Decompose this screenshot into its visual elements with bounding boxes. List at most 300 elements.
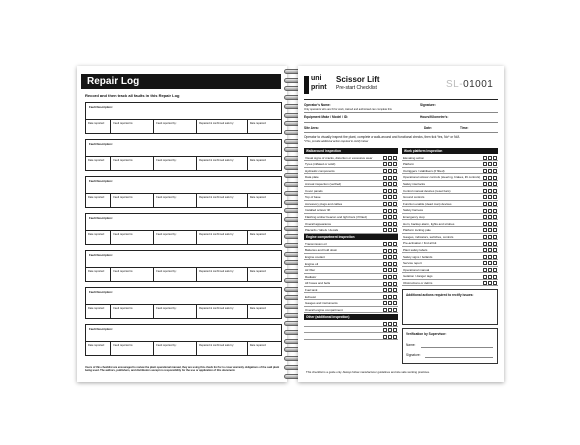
tick-box[interactable] — [488, 255, 492, 259]
tick-box[interactable] — [383, 301, 387, 305]
checklist-item-label: Gauges, indicators, switches, controls — [403, 234, 454, 239]
tick-box[interactable] — [483, 275, 487, 279]
checklist-item[interactable] — [304, 320, 398, 327]
tick-box[interactable] — [393, 169, 397, 173]
checklist-item[interactable] — [402, 207, 498, 214]
tick-box[interactable] — [393, 228, 397, 232]
tick-box[interactable] — [388, 195, 392, 199]
checklist-item[interactable] — [402, 247, 498, 254]
checklist-item[interactable] — [304, 334, 398, 341]
checklist-item-label: Function enable (dead man) devices — [403, 201, 452, 206]
tick-box[interactable] — [483, 162, 487, 166]
tick-box[interactable] — [383, 288, 387, 292]
tick-box[interactable] — [393, 215, 397, 219]
checklist-item[interactable] — [304, 267, 398, 274]
checklist-subtitle: Pre-start Checklist — [336, 85, 377, 91]
tick-box[interactable] — [493, 242, 497, 246]
tick-box[interactable] — [393, 295, 397, 299]
tick-box[interactable] — [483, 261, 487, 265]
tick-box[interactable] — [488, 281, 492, 285]
site-area-label: Site Area: — [304, 126, 319, 130]
tick-box[interactable] — [483, 222, 487, 226]
tick-box[interactable] — [493, 156, 497, 160]
tick-box[interactable] — [393, 262, 397, 266]
repair-field-label: Date repaired: — [249, 122, 267, 125]
checklist-item[interactable] — [402, 155, 498, 162]
tick-box[interactable] — [393, 268, 397, 272]
checklist-item[interactable] — [304, 300, 398, 307]
tick-box[interactable] — [488, 176, 492, 180]
tick-box[interactable] — [393, 182, 397, 186]
repair-field-label: Fault reported to: — [111, 231, 154, 244]
checklist-item-label: Platform — [403, 162, 415, 167]
checklist-item-label: Radiator — [305, 274, 317, 279]
tick-box[interactable] — [493, 202, 497, 206]
checklist-item[interactable] — [402, 214, 498, 221]
tick-box[interactable] — [488, 242, 492, 246]
repair-field-label: Fault reported to: — [111, 194, 154, 207]
uniprint-logo: uni print — [304, 74, 328, 96]
checklist-item-label: Control manual devices (reset bars) — [403, 188, 451, 193]
tick-box[interactable] — [493, 268, 497, 272]
repair-log-page — [77, 66, 287, 382]
checklist-item-label: Outriggers / stabilisers (if fitted) — [403, 168, 445, 173]
tick-box[interactable] — [483, 209, 487, 213]
tick-box[interactable] — [383, 176, 387, 180]
tick-box[interactable] — [488, 228, 492, 232]
tick-box[interactable] — [488, 182, 492, 186]
equipment-label: Equipment Make / Model / ID: — [304, 115, 349, 119]
checklist-item-label: Obstructions or debris — [403, 280, 433, 285]
fault-description-label: Fault Description: — [89, 253, 113, 257]
tick-box[interactable] — [483, 268, 487, 272]
checklist-item[interactable] — [304, 274, 398, 281]
repair-field-label: Fault reported by: — [154, 268, 197, 281]
checklist-item-label: Flashing amber beacon and light bars (if fitted) — [305, 214, 367, 219]
checklist-item-label: Hydraulic components — [305, 168, 335, 173]
checklist-item-label: Placards / labels / decals — [305, 228, 339, 233]
section-header: Other (additional inspection) — [304, 314, 398, 320]
checklist-item-label: Exhaust — [305, 294, 316, 299]
repair-field-label: Date reported: — [86, 342, 111, 355]
tick-box[interactable] — [488, 195, 492, 199]
checklist-item-label: Horn, backup alarm, lights and strobes — [403, 221, 455, 226]
repair-field-label: Repaired & confirmed safe by: — [197, 268, 248, 281]
tick-box[interactable] — [493, 209, 497, 213]
tick-box[interactable] — [383, 242, 387, 246]
repair-field-label: Date reported: — [86, 231, 111, 244]
checklist-item[interactable] — [304, 201, 398, 208]
tick-box[interactable] — [388, 275, 392, 279]
tick-box[interactable] — [388, 156, 392, 160]
additional-actions-box[interactable]: Additional actions required to rectify issues: — [402, 289, 498, 325]
repair-field-label: Repaired & confirmed safe by: — [197, 342, 248, 355]
tick-box[interactable] — [383, 262, 387, 266]
tick-box[interactable] — [388, 288, 392, 292]
tick-box[interactable] — [493, 162, 497, 166]
tick-box[interactable] — [383, 268, 387, 272]
tick-box[interactable] — [393, 255, 397, 259]
repair-field-label: Fault reported to: — [111, 342, 154, 355]
checklist-item-label: Engine coolant — [305, 254, 325, 259]
checklist-item-label: Pre-activation / find all kit — [403, 241, 437, 246]
tick-box[interactable] — [383, 209, 387, 213]
tick-box[interactable] — [388, 202, 392, 206]
checklist-item-label: Emergency stop — [403, 214, 425, 219]
checklist-item[interactable] — [402, 267, 498, 274]
repair-entry[interactable] — [85, 139, 282, 171]
checklist-item-label: Data plate — [305, 175, 319, 180]
tick-box[interactable] — [483, 215, 487, 219]
tick-box[interactable] — [388, 189, 392, 193]
tick-box[interactable] — [483, 228, 487, 232]
checklist-item-label: Safety interlocks — [403, 181, 426, 186]
tick-box[interactable] — [483, 195, 487, 199]
tick-box[interactable] — [483, 189, 487, 193]
repair-field-label: Date reported: — [86, 120, 111, 133]
repair-field-label: Fault reported by: — [154, 231, 197, 244]
checklist-item-label: Annual inspection (verified) — [305, 181, 342, 186]
checklist-item[interactable] — [402, 168, 498, 175]
tick-box[interactable] — [488, 275, 492, 279]
tick-box[interactable] — [393, 195, 397, 199]
tick-box[interactable] — [388, 301, 392, 305]
tick-box[interactable] — [393, 301, 397, 305]
tick-box[interactable] — [493, 195, 497, 199]
tick-box[interactable] — [493, 189, 497, 193]
fault-description-label: Fault Description: — [89, 179, 113, 183]
checklist-item[interactable] — [402, 254, 498, 261]
tick-box[interactable] — [388, 228, 392, 232]
tick-box[interactable] — [493, 176, 497, 180]
tick-box[interactable] — [388, 182, 392, 186]
repair-field-label: Repaired & confirmed safe by: — [197, 231, 248, 244]
tick-box[interactable] — [493, 228, 497, 232]
checklist-item[interactable] — [304, 168, 398, 175]
checklist-item[interactable] — [402, 194, 498, 201]
tick-box[interactable] — [388, 209, 392, 213]
section-header: Work platform inspection — [402, 148, 498, 154]
tick-box[interactable] — [493, 169, 497, 173]
tick-box[interactable] — [383, 215, 387, 219]
tick-box[interactable] — [493, 275, 497, 279]
tick-box[interactable] — [488, 169, 492, 173]
repair-field-label: Date reported: — [86, 268, 111, 281]
checklist-item[interactable] — [304, 174, 398, 181]
tick-box[interactable] — [383, 195, 387, 199]
tick-box[interactable] — [483, 182, 487, 186]
repair-entry[interactable] — [85, 213, 282, 245]
repair-field-label: Repaired & confirmed safe by: — [197, 120, 248, 133]
checklist-item[interactable] — [304, 280, 398, 287]
repair-field-label: Date repaired: — [249, 270, 267, 273]
tick-box[interactable] — [383, 322, 387, 326]
checklist-item[interactable] — [304, 307, 398, 314]
time-label: Time: — [460, 126, 469, 130]
tick-box[interactable] — [493, 215, 497, 219]
tick-box[interactable] — [393, 249, 397, 253]
checklist-item-label: Engine oil — [305, 261, 319, 266]
checklist-item-label: Elevating action — [403, 155, 425, 160]
checklist-item-label: Isolation / danger tags — [403, 274, 433, 279]
checklist-item[interactable] — [402, 161, 498, 168]
fault-description-label: Fault Description: — [89, 290, 113, 294]
tick-box[interactable] — [388, 255, 392, 259]
tick-box[interactable] — [483, 235, 487, 239]
checklist-item-label: Safety harness — [403, 208, 424, 213]
tick-box[interactable] — [388, 242, 392, 246]
checklist-item[interactable] — [304, 207, 398, 214]
tick-box[interactable] — [393, 328, 397, 332]
repair-field-label: Fault reported to: — [111, 268, 154, 281]
tick-box[interactable] — [393, 156, 397, 160]
tick-box[interactable] — [488, 156, 492, 160]
checklist-item[interactable] — [304, 261, 398, 268]
checklist-item[interactable] — [304, 294, 398, 301]
checklist-item-label: Top of base — [305, 195, 321, 200]
tick-box[interactable] — [393, 282, 397, 286]
tick-box[interactable] — [483, 242, 487, 246]
tick-box[interactable] — [483, 169, 487, 173]
tick-box[interactable] — [393, 189, 397, 193]
repair-field-label: Date repaired: — [249, 233, 267, 236]
checklist-item-label: Service report — [403, 261, 422, 266]
tick-box[interactable] — [393, 308, 397, 312]
tick-box[interactable] — [388, 308, 392, 312]
tick-box[interactable] — [388, 249, 392, 253]
operator-name-label: Operator's Name: — [304, 103, 331, 107]
repair-field-label: Fault reported by: — [154, 120, 197, 133]
tick-box[interactable] — [388, 295, 392, 299]
tick-box[interactable] — [388, 335, 392, 339]
repair-field-label: Date reported: — [86, 194, 111, 207]
tick-box[interactable] — [388, 262, 392, 266]
tick-box[interactable] — [483, 248, 487, 252]
checklist-item-label: Platform locking pale — [403, 228, 431, 233]
tick-box[interactable] — [388, 222, 392, 226]
checklist-item[interactable] — [304, 247, 398, 254]
tick-box[interactable] — [383, 282, 387, 286]
tick-box[interactable] — [393, 176, 397, 180]
section-header: Walkaround inspection — [304, 148, 398, 154]
repair-field-label: Fault reported to: — [111, 120, 154, 133]
checklist-item[interactable] — [402, 260, 498, 267]
tick-box[interactable] — [493, 281, 497, 285]
tick-box[interactable] — [483, 281, 487, 285]
operator-note: Only operators who are fit for work, trained and authorised can complete this — [304, 108, 392, 111]
repair-log-title: Repair Log — [81, 74, 281, 89]
checklist-item-label: Tyres (inflated or solid) — [305, 162, 336, 167]
tick-box[interactable] — [383, 169, 387, 173]
checklist-item-label: Plant safety labels — [403, 247, 428, 252]
date-label: Date: — [424, 126, 432, 130]
tick-box[interactable] — [388, 169, 392, 173]
tick-box[interactable] — [483, 202, 487, 206]
tick-box[interactable] — [488, 202, 492, 206]
tick-box[interactable] — [383, 295, 387, 299]
tick-box[interactable] — [393, 242, 397, 246]
tick-box[interactable] — [393, 222, 397, 226]
tick-box[interactable] — [388, 328, 392, 332]
instructions-note: *If No, provide additional action required to rectify below — [304, 140, 369, 143]
tick-box[interactable] — [388, 176, 392, 180]
checklist-item[interactable] — [304, 254, 398, 261]
checklist-item-label: Installed scissor lift — [305, 208, 331, 213]
checklist-item[interactable] — [304, 188, 398, 195]
checklist-footer: This checklist is a guide only. Always follow manufacturer guidelines and site safe working practices. — [306, 370, 430, 374]
checklist-title: Scissor Lift — [336, 75, 380, 84]
checklist-item-label: Cover panels — [305, 188, 323, 193]
checklist-item[interactable] — [402, 273, 498, 280]
tick-box[interactable] — [388, 322, 392, 326]
tick-box[interactable] — [393, 209, 397, 213]
checklist-item[interactable] — [402, 181, 498, 188]
tick-box[interactable] — [493, 248, 497, 252]
tick-box[interactable] — [493, 261, 497, 265]
repair-field-label: Fault reported by: — [154, 194, 197, 207]
fault-description-label: Fault Description: — [89, 327, 113, 331]
checklist-item-label: Visual signs of cracks, distortion or excessive wear — [305, 155, 373, 160]
checklist-item-label: Transmission oil — [305, 241, 327, 246]
section-header: Engine compartment inspection — [304, 234, 398, 240]
tick-box[interactable] — [483, 176, 487, 180]
checklist-item[interactable] — [304, 221, 398, 228]
repair-log-footer: Users of this checklist are encouraged to review the plant operational manual, they are using this check list for to cover warranty obligations of the said plant being used. The authors, publishers, and distributors accept no responsibility for the use or application of this document. — [85, 366, 280, 373]
tick-box[interactable] — [383, 275, 387, 279]
repair-field-label: Fault reported by: — [154, 342, 197, 355]
repair-field-label: Repaired & confirmed safe by: — [197, 194, 248, 207]
checklist-item[interactable] — [304, 194, 398, 201]
repair-entry[interactable] — [85, 250, 282, 282]
tick-box[interactable] — [383, 255, 387, 259]
tick-box[interactable] — [393, 275, 397, 279]
checklist-item[interactable] — [402, 174, 498, 181]
tick-box[interactable] — [483, 255, 487, 259]
checklist-item[interactable] — [402, 280, 498, 287]
tick-box[interactable] — [383, 228, 387, 232]
repair-field-label: Fault reported to: — [111, 305, 154, 318]
checklist-item[interactable] — [402, 227, 498, 234]
tick-box[interactable] — [488, 248, 492, 252]
tick-box[interactable] — [383, 335, 387, 339]
checklist-item[interactable] — [402, 221, 498, 228]
checklist-item[interactable] — [402, 234, 498, 241]
checklist-item-label: Operational scissor controls (steering, brakes, lift controls) — [403, 175, 481, 180]
checklist-item-label: All hoses and belts — [305, 281, 331, 286]
tick-box[interactable] — [493, 235, 497, 239]
repair-entry[interactable] — [85, 287, 282, 319]
tick-box[interactable] — [488, 215, 492, 219]
tick-box[interactable] — [488, 261, 492, 265]
tick-box[interactable] — [393, 288, 397, 292]
checklist-item[interactable] — [402, 240, 498, 247]
checklist-item[interactable] — [304, 155, 398, 162]
tick-box[interactable] — [383, 222, 387, 226]
checklist-item-label: Overall engine compartment — [305, 307, 343, 312]
checklist-item-label: Overall appearance — [305, 221, 332, 226]
checklist-item-label: Air filter — [305, 268, 316, 273]
instructions: Operator to visually inspect the plant, complete a walk-around and functional checks, then tick Yes, No* or N/A — [304, 135, 460, 139]
repair-field-label: Date reported: — [86, 305, 111, 318]
tick-box[interactable] — [393, 202, 397, 206]
checklist-item[interactable] — [304, 241, 398, 248]
fault-description-label: Fault Description: — [89, 216, 113, 220]
repair-entry[interactable] — [85, 102, 282, 134]
tick-box[interactable] — [383, 189, 387, 193]
fault-description-label: Fault Description: — [89, 142, 113, 146]
tick-box[interactable] — [483, 156, 487, 160]
tick-box[interactable] — [383, 308, 387, 312]
checklist-page — [298, 66, 504, 382]
tick-box[interactable] — [383, 162, 387, 166]
repair-field-label: Fault reported by: — [154, 157, 197, 170]
tick-box[interactable] — [493, 255, 497, 259]
checklist-item[interactable] — [402, 201, 498, 208]
tick-box[interactable] — [393, 335, 397, 339]
tick-box[interactable] — [488, 162, 492, 166]
tick-box[interactable] — [388, 268, 392, 272]
tick-box[interactable] — [488, 235, 492, 239]
repair-field-label: Date repaired: — [249, 196, 267, 199]
tick-box[interactable] — [488, 189, 492, 193]
tick-box[interactable] — [383, 156, 387, 160]
checklist-item-label: Operational manual — [403, 267, 430, 272]
tick-box[interactable] — [383, 202, 387, 206]
tick-box[interactable] — [493, 182, 497, 186]
checklist-item-label: Batteries and hold down — [305, 248, 338, 253]
checklist-item[interactable] — [304, 161, 398, 168]
repair-field-label: Date repaired: — [249, 344, 267, 347]
tick-box[interactable] — [388, 215, 392, 219]
tick-box[interactable] — [393, 322, 397, 326]
checklist-item[interactable] — [304, 287, 398, 294]
checklist-item[interactable] — [402, 188, 498, 195]
repair-field-label: Date repaired: — [249, 159, 267, 162]
repair-entry[interactable] — [85, 324, 282, 356]
serial-number: SL-01001 — [446, 79, 494, 90]
checklist-item[interactable] — [304, 327, 398, 334]
tick-box[interactable] — [488, 209, 492, 213]
checklist-item-label: Fuel tank — [305, 287, 318, 292]
repair-field-label: Date repaired: — [249, 307, 267, 310]
repair-field-label: Date reported: — [86, 157, 111, 170]
tick-box[interactable] — [383, 182, 387, 186]
verification-box[interactable]: Verification by Supervisor: Name: Signature: — [402, 328, 498, 364]
repair-field-label: Fault reported by: — [154, 305, 197, 318]
tick-box[interactable] — [393, 162, 397, 166]
repair-field-label: Repaired & confirmed safe by: — [197, 305, 248, 318]
checklist-item[interactable] — [304, 181, 398, 188]
checklist-item-label: Ground controls — [403, 195, 425, 200]
repair-log-intro: Record and then track all faults in this Repair Log — [85, 93, 180, 98]
tick-box[interactable] — [388, 162, 392, 166]
tick-box[interactable] — [383, 249, 387, 253]
fault-description-label: Fault Description: — [89, 105, 113, 109]
checklist-item-label: Accessory plugs and cables — [305, 201, 343, 206]
tick-box[interactable] — [383, 328, 387, 332]
tick-box[interactable] — [493, 222, 497, 226]
checklist-item-label: Gauges and instruments — [305, 301, 338, 306]
checklist-item[interactable] — [304, 214, 398, 221]
tick-box[interactable] — [488, 222, 492, 226]
tick-box[interactable] — [488, 268, 492, 272]
repair-entry[interactable] — [85, 176, 282, 208]
tick-box[interactable] — [388, 282, 392, 286]
repair-field-label: Fault reported to: — [111, 157, 154, 170]
checklist-item[interactable] — [304, 227, 398, 234]
checklist-item-label: Safety signs / bollards — [403, 254, 433, 259]
hours-label: Hours/Kilometre's: — [420, 115, 449, 119]
